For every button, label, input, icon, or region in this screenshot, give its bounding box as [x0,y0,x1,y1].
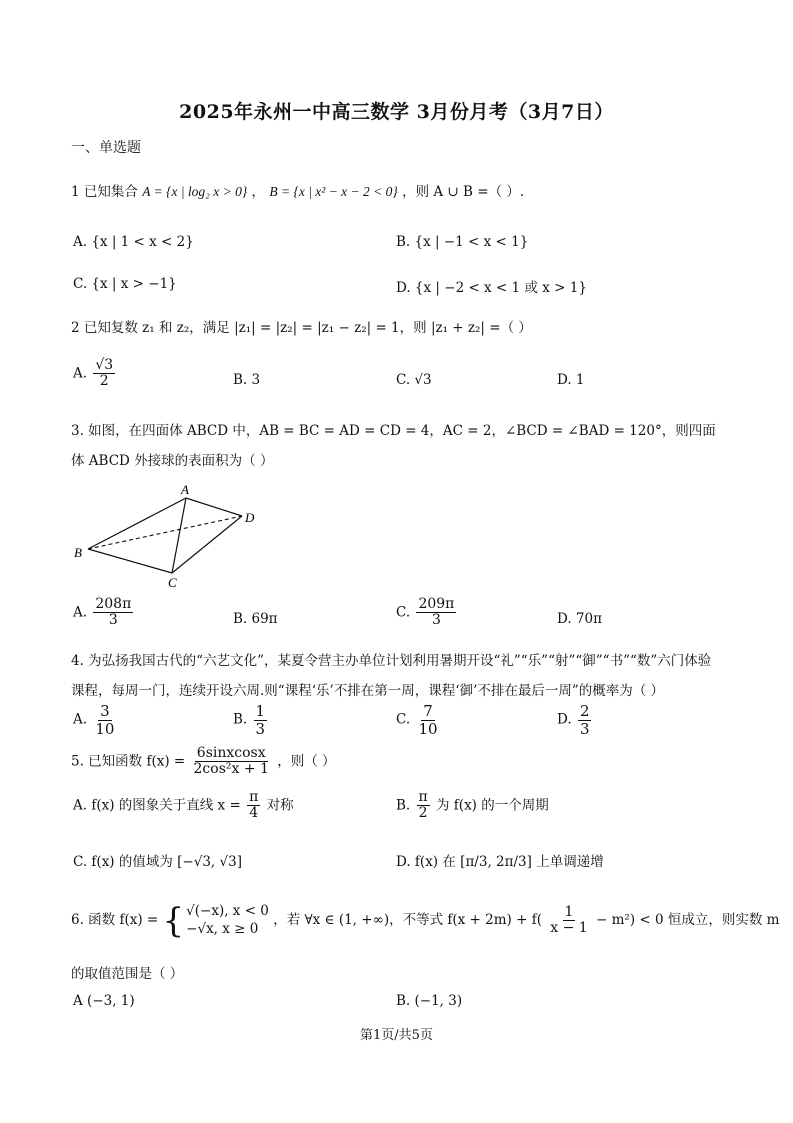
q3-option-b[interactable]: B. 69π [233,611,278,627]
q5-prefix: 5. 已知函数 f(x) = [71,753,186,770]
q4-d-denominator: 3 [579,719,590,738]
q5-d-interval: [π/3, 2π/3] [460,854,532,870]
q6-cases [186,903,269,938]
q1-option-c[interactable]: C. {x | x > −1} [73,276,177,292]
page-footer: 第1页/共5页 [360,1028,433,1043]
q5-b-fraction [417,790,430,822]
q6-case-1: √(−x), x < 0 [186,903,269,919]
q4-b-label: B. [233,711,248,728]
q1-set-b: B = {x | x² − x − 2 < 0} [269,184,398,199]
q1-suffix: ，则 A ∪ B =（ ）. [402,184,525,200]
q1-separator: ， [251,184,266,200]
q5-d-prefix: D. f(x) 在 [396,854,456,870]
q6-prefix: 6. 函数 f(x) = [71,912,159,929]
q4-option-b[interactable] [233,703,269,737]
q4-c-denominator: 10 [418,719,438,738]
q5-function-fraction [192,746,271,778]
q1-option-b[interactable]: B. {x | −1 < x < 1} [396,234,529,250]
q4-c-label: C. [396,711,411,728]
q4-a-fraction [93,703,116,737]
q4-b-fraction [254,703,268,737]
section-heading: 一、单选题 [71,140,141,156]
q6-piecewise [162,900,269,941]
vertex-b-label: B [74,545,82,560]
q3-c-fraction [416,597,456,629]
q2-a-denominator: 2 [99,373,109,390]
q4-a-denominator: 10 [95,719,115,738]
question-1-stem [71,180,524,200]
q2-option-c[interactable]: C. √3 [396,372,432,388]
q2-option-b[interactable]: B. 3 [233,372,261,388]
q4-option-c[interactable] [396,703,442,737]
q2-option-a[interactable] [73,358,117,390]
q2-a-label: A. [73,365,88,382]
q2-option-d[interactable]: D. 1 [557,372,585,388]
question-6-line-2: 的取值范围是（ ） [71,966,184,982]
q6-fraction [548,905,589,937]
q4-b-numerator: 1 [255,702,266,720]
q3-c-label: C. [396,604,411,621]
q4-d-numerator: 2 [579,702,590,720]
question-3-line-2: 体 ABCD 外接球的表面积为（ ） [71,453,274,469]
q5-option-b[interactable] [396,790,549,822]
q5-option-d[interactable] [396,850,604,870]
q5-b-suffix: 为 f(x) 的一个周期 [436,797,549,814]
q5-denominator: 2cos²x + 1 [193,761,269,778]
edge-ac [172,498,186,573]
q4-c-fraction [416,703,439,737]
question-4-line-2: 课程，每周一门，连续开设六周.则“课程‘乐’不排在第一周，课程‘御’不排在最后一周”的概率为（ ） [71,683,665,699]
page-title: 2025年永州一中高三数学 3月份月考（3月7日） [179,101,614,123]
question-5-stem [71,746,336,778]
q5-option-a[interactable] [73,790,294,822]
vertex-c-label: C [168,575,177,590]
q4-option-d[interactable] [557,703,593,737]
q6-brace-icon: { [162,900,185,941]
q5-option-c[interactable]: C. f(x) 的值域为 [−√3, √3] [73,854,242,870]
q4-a-numerator: 3 [100,702,110,720]
question-2-stem: 2 已知复数 z₁ 和 z₂，满足 |z₁| = |z₂| = |z₁ − z₂| = 1，则 |z₁ + z₂| =（ ） [71,320,532,336]
q3-a-fraction [93,597,133,629]
q5-a-fraction [247,790,260,822]
q5-b-label: B. [396,797,411,814]
question-4-line-1: 4. 为弘扬我国古代的“六艺文化”，某夏令营主办单位计划利用暑期开设“礼”“乐”“射”“御”“书”“数”六门体验 [71,653,712,669]
q5-a-suffix: 对称 [266,797,294,814]
q3-a-denominator: 3 [108,612,118,629]
q3-a-label: A. [73,604,88,621]
q5-numerator: 6sinxcosx [196,745,266,761]
q6-option-a[interactable]: A (−3, 1) [73,993,135,1009]
edge-bc [88,549,172,573]
q6-denominator: x − 1 [550,920,588,937]
q1-option-a[interactable]: A. {x | 1 < x < 2} [73,234,194,250]
q3-a-numerator: 208π [95,596,132,612]
q4-b-denominator: 3 [255,719,266,738]
q5-a-prefix: A. f(x) 的图象关于直线 x = [73,797,241,814]
q2-a-numerator: √3 [95,357,114,373]
q6-numerator: 1 [564,903,574,920]
q5-a-numerator: π [249,789,259,805]
q3-option-a[interactable] [73,597,135,629]
q5-a-denominator: 4 [249,805,259,822]
q6-middle: ，若 ∀x ∈ (1, +∞)，不等式 f(x + 2m) + f( [273,912,542,929]
tetrahedron-figure [70,483,270,591]
q5-b-numerator: π [418,789,428,805]
edge-ab [88,498,186,549]
q6-option-b[interactable]: B. (−1, 3) [396,993,463,1009]
edge-ad [186,498,242,516]
vertex-d-label: D [245,510,255,525]
q6-case-2: −√x, x ≥ 0 [186,920,259,937]
edge-bd-hidden [88,516,242,549]
q6-suffix: − m²) < 0 恒成立，则实数 m [596,912,780,929]
q3-c-denominator: 3 [431,612,441,629]
question-3-line-1: 3. 如图，在四面体 ABCD 中，AB = BC = AD = CD = 4，AC = 2，∠BCD = ∠BAD = 120°，则四面 [71,423,716,439]
q5-suffix: ，则（ ） [277,753,336,770]
q4-a-label: A. [73,711,88,728]
q3-option-d[interactable]: D. 70π [557,611,602,627]
q5-b-denominator: 2 [418,805,428,822]
q1-set-a: A = {x | log₂ x > 0} [142,184,248,199]
edge-cd [172,516,242,573]
q3-c-numerator: 209π [418,596,455,612]
q4-d-label: D. [557,711,572,728]
q2-a-fraction [93,358,115,390]
q5-d-suffix: 上单调递增 [536,854,604,870]
vertex-a-label: A [181,483,189,497]
q1-prefix: 1 已知集合 [71,184,138,200]
q3-option-c[interactable] [396,597,458,629]
q4-option-a[interactable] [73,703,118,737]
q4-d-fraction [578,703,592,737]
q1-option-d[interactable]: D. {x | −2 < x < 1 或 x > 1} [396,280,587,296]
question-6-stem [71,900,780,941]
q4-c-numerator: 7 [423,702,433,720]
